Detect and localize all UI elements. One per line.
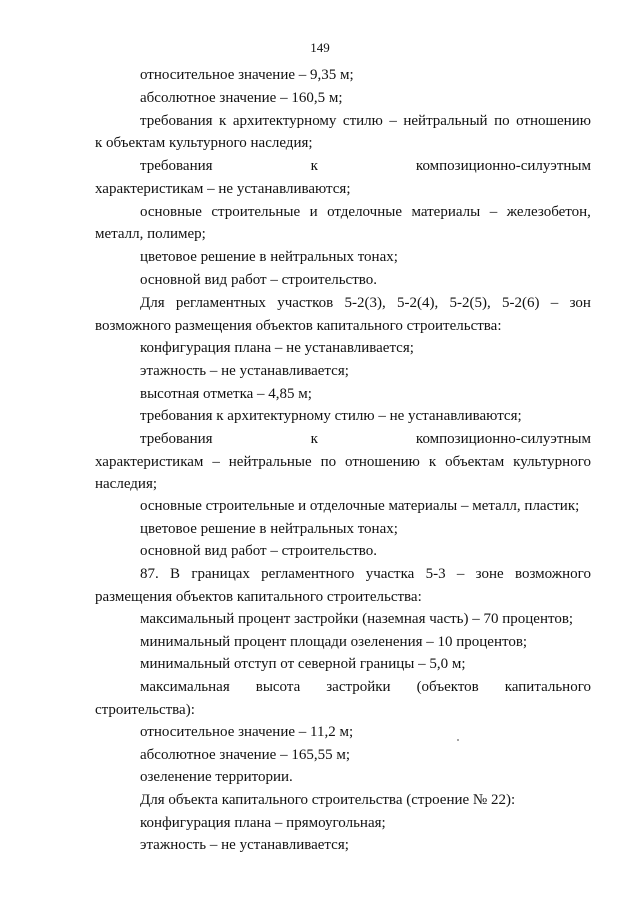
word: 5-3 <box>425 566 446 582</box>
word: участка <box>365 566 415 582</box>
word: композиционно-силуэтным <box>415 431 591 447</box>
word: к <box>428 454 437 470</box>
word: отношению <box>345 454 420 470</box>
word: высота <box>255 679 301 695</box>
word: 87. <box>140 566 159 582</box>
word: зоне <box>475 566 504 582</box>
text-line: Для объекта капитального строительства (строение № 22): <box>140 792 516 808</box>
text-line: минимальный отступ от северной границы – 5,0 м; <box>140 656 466 672</box>
word: композиционно-силуэтным <box>415 158 591 174</box>
justified-line <box>140 203 591 221</box>
word: характеристикам <box>95 454 204 470</box>
word: основные <box>140 204 202 220</box>
word: участков <box>277 295 334 311</box>
word: – <box>489 204 498 220</box>
text-line: относительное значение – 9,35 м; <box>140 67 354 83</box>
justified-line <box>95 453 591 471</box>
word: – <box>389 113 397 129</box>
word: требования <box>140 113 213 129</box>
text-line: основной вид работ – строительство. <box>140 272 377 288</box>
word: к <box>310 431 318 447</box>
word: нейтральный <box>403 113 488 129</box>
text-line: характеристикам – не устанавливаются; <box>95 181 351 197</box>
word: по <box>320 454 337 470</box>
text-line: абсолютное значение – 165,55 м; <box>140 747 350 763</box>
word: стилю <box>342 113 383 129</box>
text-line: этажность – не устанавливается; <box>140 837 349 853</box>
word: материалы <box>411 204 481 220</box>
word: к <box>219 113 227 129</box>
text-line: конфигурация плана – не устанавливается; <box>140 340 414 356</box>
text-line: минимальный процент площади озеленения – 10 процентов; <box>140 634 528 650</box>
word: – <box>550 295 559 311</box>
word: требования <box>140 158 213 174</box>
word: границах <box>191 566 250 582</box>
text-line: абсолютное значение – 160,5 м; <box>140 90 343 106</box>
word: 5-2(4), <box>397 295 439 311</box>
word: архитектурному <box>232 113 337 129</box>
justified-line <box>140 678 591 696</box>
text-line: относительное значение – 11,2 м; <box>140 724 354 740</box>
word: отношению <box>516 113 591 129</box>
text-line: строительства): <box>95 702 195 718</box>
text-line: озеленение территории. <box>140 769 293 785</box>
word: к <box>310 158 318 174</box>
word: 5-2(3), <box>344 295 386 311</box>
word: В <box>170 566 181 582</box>
word: регламентных <box>175 295 266 311</box>
word: – <box>212 454 220 470</box>
justified-line <box>140 430 591 448</box>
text-line: к объектам культурного наследия; <box>95 135 313 151</box>
text-line: основной вид работ – строительство. <box>140 543 377 559</box>
justified-line <box>140 294 591 312</box>
scan-speck <box>457 739 459 741</box>
word: – <box>456 566 465 582</box>
text-line: основные строительные и отделочные материалы – металл, пластик; <box>140 498 580 514</box>
word: максимальная <box>140 679 230 695</box>
word: 5-2(5), <box>449 295 491 311</box>
word: строительные <box>211 204 301 220</box>
text-line: металл, полимер; <box>95 226 206 242</box>
text-line: высотная отметка – 4,85 м; <box>140 386 312 402</box>
word: нейтральные <box>228 454 312 470</box>
text-line: возможного размещения объектов капитального строительства: <box>95 318 502 334</box>
text-line: этажность – не устанавливается; <box>140 363 349 379</box>
justified-line <box>140 157 591 175</box>
word: капитального <box>504 679 591 695</box>
word: Для <box>140 295 165 311</box>
word: по <box>494 113 510 129</box>
word: возможного <box>514 566 591 582</box>
word: и <box>309 204 318 220</box>
word: объектам <box>445 454 505 470</box>
justified-line <box>140 565 591 583</box>
text-line: наследия; <box>95 476 158 492</box>
word: отделочные <box>327 204 402 220</box>
text-line: цветовое решение в нейтральных тонах; <box>140 521 398 537</box>
text-line: цветовое решение в нейтральных тонах; <box>140 249 398 265</box>
word: регламентного <box>261 566 355 582</box>
text-line: требования к архитектурному стилю – не устанавливаются; <box>140 408 522 424</box>
text-line: конфигурация плана – прямоугольная; <box>140 815 386 831</box>
text-line: максимальный процент застройки (наземная часть) – 70 процентов; <box>140 611 574 627</box>
word: железобетон, <box>506 204 591 220</box>
word: зон <box>569 295 591 311</box>
justified-line <box>140 112 591 130</box>
word: 5-2(6) <box>502 295 540 311</box>
word: (объектов <box>416 679 479 695</box>
text-line: размещения объектов капитального строительства: <box>95 589 422 605</box>
word: культурного <box>513 454 591 470</box>
page-number: 149 <box>310 40 330 55</box>
word: требования <box>140 431 213 447</box>
word: застройки <box>326 679 391 695</box>
